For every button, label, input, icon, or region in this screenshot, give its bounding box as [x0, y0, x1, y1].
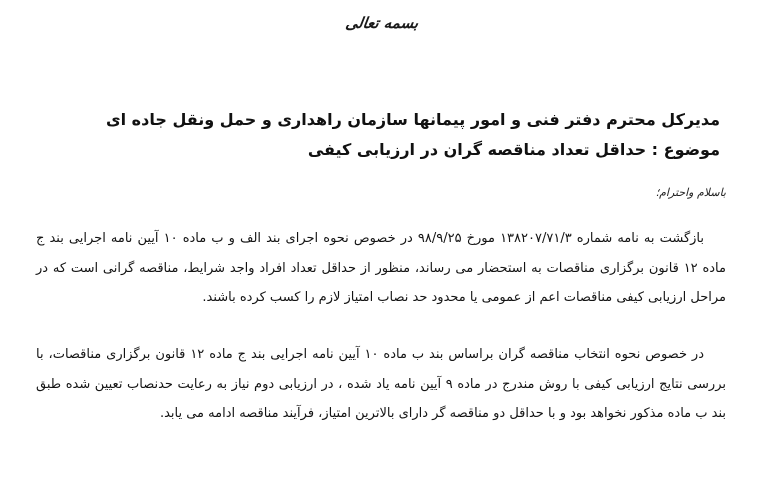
body-paragraph-1-text: بازگشت به نامه شماره ۱۳۸۲۰۷/۷۱/۳ مورخ ۹۸/۹/۲۵ در خصوص نحوه اجرای بند الف و ب ماده ۱۰ آیین نامه اجرایی بند ج ماده ۱۲ قانون برگزاری مناقصات به استحضار می رساند، منظور از حداقل تعداد افراد واجد شرایط، مناقصه گرانی است که در مراحل ارزیابی کیفی مناقصات اعم از عمومی یا محدود حد نصاب امتیاز لازم را کسب کرده باشند. [36, 231, 726, 305]
body-paragraph-2-text: در خصوص نحوه انتخاب مناقصه گران براساس بند ب ماده ۱۰ آیین نامه اجرایی بند ج ماده ۱۲ قانون برگزاری مناقصات، با بررسی نتایج ارزیابی کیفی با روش مندرج در ماده ۹ آیین نامه یاد شده ، در ارزیابی دوم نیاز به رعایت حدنصاب تعیین شده طبق بند ب ماده مذکور نخواهد بود و با حداقل دو مناقصه گر دارای بالاترین امتیاز، فرآیند مناقصه ادامه می یابد. [36, 347, 726, 421]
greeting-line: باسلام واحترام؛ [655, 186, 726, 199]
basmala-heading: بسمه تعالی [344, 14, 420, 32]
body-paragraph-2 [36, 340, 726, 429]
subject-line: موضوع : حداقل تعداد مناقصه گران در ارزیابی کیفی [307, 140, 720, 159]
body-paragraph-1 [36, 224, 726, 313]
addressee-line: مدیرکل محترم دفتر فنی و امور پیمانها سازمان راهداری و حمل ونقل جاده ای [105, 110, 720, 129]
